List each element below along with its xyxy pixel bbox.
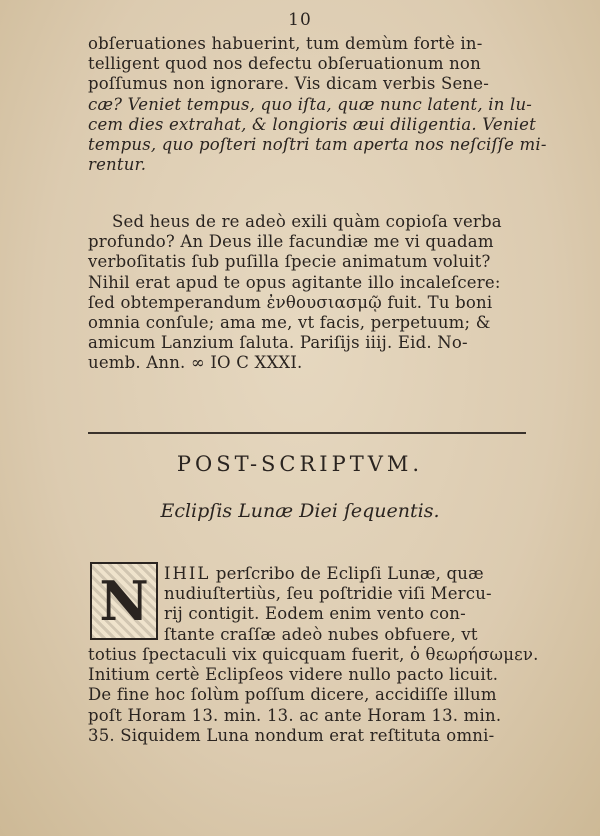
text-line: telligent quod nos defectu obſeruationum non	[88, 54, 481, 74]
quote-line: cæ? Veniet tempus, quo iſta, quæ nunc latent, in lu-	[88, 94, 533, 114]
section-divider	[88, 432, 526, 434]
main-paragraph	[88, 34, 547, 175]
quote-line: rentur.	[88, 155, 147, 175]
text-line: uemb. Ann. ∞ ΙΟ C XXXI.	[88, 353, 303, 373]
postscript-subtitle: Eclipſis Lunæ Diei ſequentis.	[160, 500, 440, 522]
text-line: rij contigit. Eodem enim vento con-	[164, 604, 466, 624]
postscript-paragraph-wrapped	[164, 564, 526, 645]
text-line: Nihil erat apud te opus agitante illo incaleſcere:	[88, 272, 501, 292]
text-line: Sed heus de re adeò exili quàm copioſa verba	[112, 212, 502, 231]
text-line: Initium certè Eclipſeos videre nullo pacto licuit.	[88, 665, 499, 685]
first-word: IHIL	[164, 564, 211, 583]
text-line: 35. Siquidem Luna nondum erat reſtituta omni-	[88, 725, 495, 745]
text-line: obſeruationes habuerint, tum demùm fortè in-	[88, 34, 483, 53]
quote-line: tempus, quo poſteri noſtri tam aperta nos neſciſſe mi-	[88, 135, 547, 155]
text-line: verboſitatis ſub puſilla ſpecie animatum voluit?	[88, 252, 491, 272]
dropcap-letter: N	[99, 569, 149, 633]
text-line: De fine hoc ſolùm poſſum dicere, accidiſſe illum	[88, 685, 497, 705]
page-number: 10	[288, 10, 312, 30]
postscript-paragraph	[88, 645, 539, 746]
text-line: perſcribo de Eclipſi Lunæ, quæ	[215, 564, 484, 583]
text-line: ſtante craſſæ adeò nubes obfuere, vt	[164, 624, 478, 644]
text-line: poſſumus non ignorare. Vis dicam verbis Sene-	[88, 74, 490, 94]
text-line: ſed obtemperandum ἐνθουσιασμῷ fuit. Tu boni	[88, 292, 493, 312]
text-line: omnia conſule; ama me, vt facis, perpetuum; &	[88, 313, 491, 333]
postscript-heading: POST-SCRIPTVM.	[176, 452, 424, 476]
text-line: totius ſpectaculi vix quicquam fuerit, ὁ θεωρήσωμεν.	[88, 645, 539, 664]
text-line: nudiuſtertiùs, ſeu poſtridie viſi Mercu-	[164, 584, 492, 604]
text-line: amicum Lanzium ſaluta. Pariſijs iiij. Eid. No-	[88, 333, 468, 353]
quote-line: cem dies extrahat, & longioris æui diligentia. Veniet	[88, 114, 536, 134]
ornamental-initial-icon	[90, 562, 158, 640]
text-line: profundo? An Deus ille facundiæ me vi quadam	[88, 232, 494, 252]
text-line: poſt Horam 13. min. 13. ac ante Horam 13. min.	[88, 705, 502, 725]
second-paragraph	[88, 212, 526, 374]
